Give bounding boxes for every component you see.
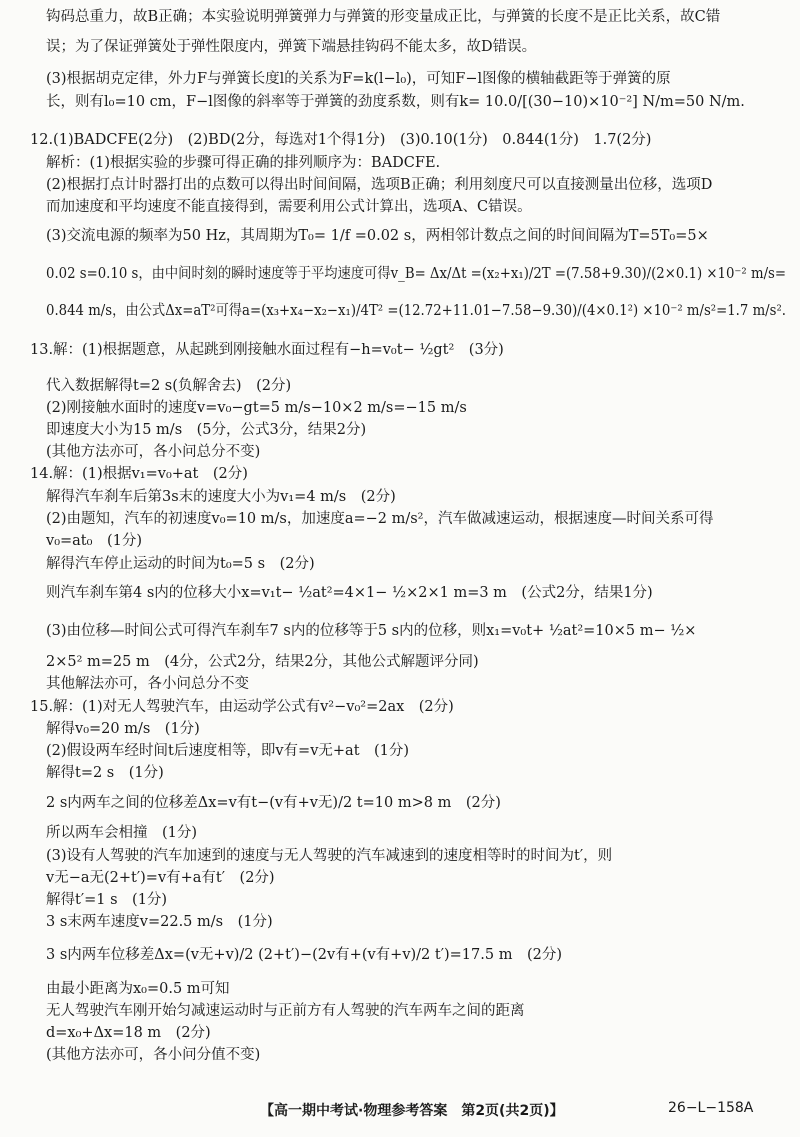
text-line: 14.解：(1)根据v₁=v₀+at (2分) bbox=[30, 466, 248, 482]
text-line: 即速度大小为15 m/s (5分，公式3分，结果2分) bbox=[46, 422, 367, 438]
text-line: 15.解：(1)对无人驾驶汽车，由运动学公式有v²−v₀²=2ax (2分) bbox=[30, 699, 454, 715]
text-line: 解得t′=1 s (1分) bbox=[46, 892, 168, 908]
document-code: 26−L−158A bbox=[668, 1100, 754, 1116]
text-line: 代入数据解得t=2 s(负解舍去) (2分) bbox=[46, 378, 292, 394]
text-line: 3 s末两车速度v=22.5 m/s (1分) bbox=[46, 914, 273, 930]
text-line: (2)假设两车经时间t后速度相等，即v有=v无+at (1分) bbox=[46, 743, 410, 759]
text-line: d=x₀+Δx=18 m (2分) bbox=[46, 1025, 211, 1041]
text-line: 解得汽车刹车后第3s末的速度大小为v₁=4 m/s (2分) bbox=[46, 489, 396, 505]
text-line: (其他方法亦可，各小问分值不变) bbox=[46, 1047, 261, 1063]
text-line: 钩码总重力，故B正确；本实验说明弹簧弹力与弹簧的形变量成正比，与弹簧的长度不是正比关系，故C错 bbox=[46, 9, 721, 25]
text-line: 0.844 m/s，由公式Δx=aT²可得a=(x₃+x₄−x₂−x₁)/4T² =(12.72+11.01−7.58−9.30)/(4×0.1²) ×10⁻² m/s²=1.7 m/s². bbox=[46, 303, 786, 319]
text-line: 而加速度和平均速度不能直接得到，需要利用公式计算出，选项A、C错误。 bbox=[46, 199, 532, 215]
text-line: 0.02 s=0.10 s，由中间时刻的瞬时速度等于平均速度可得v_B= Δx/Δt =(x₂+x₁)/2T =(7.58+9.30)/(2×0.1) ×10⁻² m/s= bbox=[46, 266, 786, 282]
text-line: 其他解法亦可，各小问总分不变 bbox=[46, 676, 249, 692]
text-line: (3)设有人驾驶的汽车加速到的速度与无人驾驶的汽车减速到的速度相等时的时间为t′，则 bbox=[46, 848, 613, 864]
text-line: 2×5² m=25 m (4分，公式2分，结果2分，其他公式解题评分同) bbox=[46, 654, 479, 670]
page-footer bbox=[0, 1098, 800, 1124]
text-line: 解得v₀=20 m/s (1分) bbox=[46, 721, 200, 737]
text-line: 12.(1)BADCFE(2分) (2)BD(2分，每选对1个得1分) (3)0.10(1分) 0.844(1分) 1.7(2分) bbox=[30, 132, 652, 148]
text-line: (3)交流电源的频率为50 Hz，其周期为T₀= 1/f =0.02 s，两相邻计数点之间的时间间隔为T=5T₀=5× bbox=[46, 228, 709, 244]
text-line: 所以两车会相撞 (1分) bbox=[46, 825, 198, 841]
text-line: 3 s内两车位移差Δx=(v无+v)/2 (2+t′)−(2v有+(v有+v)/2 t′)=17.5 m (2分) bbox=[46, 947, 562, 963]
text-line: 解得汽车停止运动的时间为t₀=5 s (2分) bbox=[46, 556, 315, 572]
text-line: 则汽车刹车第4 s内的位移大小x=v₁t− ½at²=4×1− ½×2×1 m=3 m (公式2分，结果1分) bbox=[46, 585, 653, 601]
text-line: 2 s内两车之间的位移差Δx=v有t−(v有+v无)/2 t=10 m>8 m (2分) bbox=[46, 795, 501, 811]
text-line: (2)由题知，汽车的初速度v₀=10 m/s，加速度a=−2 m/s²，汽车做减速运动，根据速度—时间关系可得 bbox=[46, 511, 714, 527]
text-line: 由最小距离为x₀=0.5 m可知 bbox=[46, 981, 230, 997]
text-line: v无−a无(2+t′)=v有+a有t′ (2分) bbox=[46, 870, 275, 886]
text-line: v₀=at₀ (1分) bbox=[46, 533, 142, 549]
text-line: (3)根据胡克定律，外力F与弹簧长度l的关系为F=k(l−l₀)，可知F−l图像的横轴截距等于弹簧的原 bbox=[46, 71, 671, 87]
text-line: (其他方法亦可，各小问总分不变) bbox=[46, 444, 261, 460]
footer-title: 【高一期中考试·物理参考答案 第2页(共2页)】 bbox=[260, 1103, 564, 1119]
text-line: 误；为了保证弹簧处于弹性限度内，弹簧下端悬挂钩码不能太多，故D错误。 bbox=[46, 39, 537, 55]
text-line: (2)刚接触水面时的速度v=v₀−gt=5 m/s−10×2 m/s=−15 m/s bbox=[46, 400, 467, 416]
text-line: (2)根据打点计时器打出的点数可以得出时间间隔，选项B正确；利用刻度尺可以直接测量出位移，选项D bbox=[46, 177, 713, 193]
text-line: 解析：(1)根据实验的步骤可得正确的排列顺序为：BADCFE. bbox=[46, 155, 441, 171]
text-line: 无人驾驶汽车刚开始匀减速运动时与正前方有人驾驶的汽车两车之间的距离 bbox=[46, 1003, 525, 1019]
text-line: 13.解：(1)根据题意，从起跳到刚接触水面过程有−h=v₀t− ½gt² (3分) bbox=[30, 342, 504, 358]
text-line: 解得t=2 s (1分) bbox=[46, 765, 164, 781]
text-line: (3)由位移—时间公式可得汽车刹车7 s内的位移等于5 s内的位移，则x₁=v₀t+ ½at²=10×5 m− ½× bbox=[46, 623, 697, 639]
text-line: 长，则有l₀=10 cm，F−l图像的斜率等于弹簧的劲度系数，则有k= 10.0/[(30−10)×10⁻²] N/m=50 N/m. bbox=[46, 94, 745, 110]
